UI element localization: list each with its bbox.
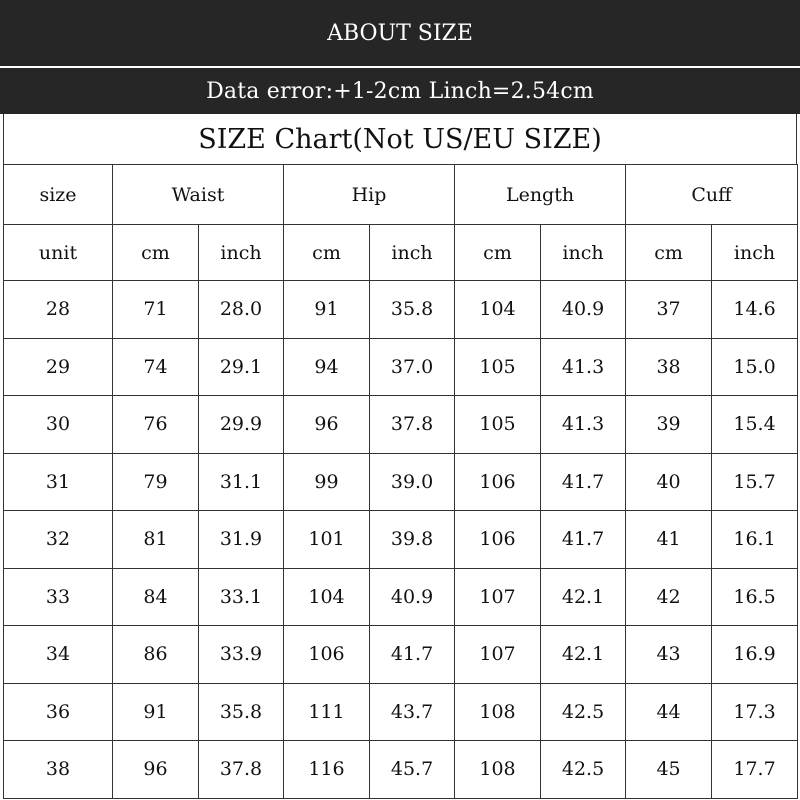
- measurement-cell: 29.1: [199, 338, 284, 396]
- table-row: [4, 626, 798, 684]
- size-value-cell: 29: [4, 338, 113, 396]
- measurement-cell: 41.7: [370, 626, 455, 684]
- measurement-cell: 15.7: [712, 453, 798, 511]
- size-chart-title: SIZE Chart(Not US/EU SIZE): [198, 123, 602, 155]
- size-value-cell: 32: [4, 511, 113, 569]
- waist-header-cell: Waist: [113, 165, 284, 225]
- measurement-cell: 106: [284, 626, 370, 684]
- size-value-cell: 31: [4, 453, 113, 511]
- measurement-cell: 96: [284, 396, 370, 454]
- hip-header-cell: Hip: [284, 165, 455, 225]
- measurement-cell: 37.8: [370, 396, 455, 454]
- measurement-cell: 71: [113, 281, 199, 339]
- measurement-cell: 33.1: [199, 568, 284, 626]
- measurement-cell: 96: [113, 741, 199, 799]
- measurement-cell: 39.0: [370, 453, 455, 511]
- size-value-cell: 38: [4, 741, 113, 799]
- measurement-cell: 42.5: [541, 741, 626, 799]
- measurement-cell: 41.3: [541, 396, 626, 454]
- size-chart-table: [3, 164, 798, 799]
- unit-cell: inch: [370, 225, 455, 281]
- measurement-cell: 35.8: [199, 683, 284, 741]
- measurement-cell: 17.7: [712, 741, 798, 799]
- measurement-cell: 43.7: [370, 683, 455, 741]
- page-title: ABOUT SIZE: [327, 20, 473, 46]
- measurement-cell: 108: [455, 741, 541, 799]
- measurement-cell: 107: [455, 626, 541, 684]
- measurement-cell: 29.9: [199, 396, 284, 454]
- measurement-cell: 37.8: [199, 741, 284, 799]
- measurement-cell: 101: [284, 511, 370, 569]
- size-value-cell: 33: [4, 568, 113, 626]
- measurement-cell: 45.7: [370, 741, 455, 799]
- measurement-cell: 74: [113, 338, 199, 396]
- measurement-cell: 94: [284, 338, 370, 396]
- measurement-cell: 37.0: [370, 338, 455, 396]
- measurement-cell: 16.5: [712, 568, 798, 626]
- measurement-cell: 43: [626, 626, 712, 684]
- unit-header-cell: unit: [4, 225, 113, 281]
- measurement-cell: 84: [113, 568, 199, 626]
- measurement-cell: 42.5: [541, 683, 626, 741]
- measurement-cell: 42: [626, 568, 712, 626]
- unit-cell: inch: [199, 225, 284, 281]
- measurement-cell: 41.7: [541, 511, 626, 569]
- header-row: [4, 165, 798, 225]
- measurement-cell: 16.1: [712, 511, 798, 569]
- measurement-cell: 31.9: [199, 511, 284, 569]
- note-banner: [0, 68, 800, 114]
- measurement-cell: 104: [284, 568, 370, 626]
- measurement-cell: 105: [455, 338, 541, 396]
- measurement-cell: 76: [113, 396, 199, 454]
- measurement-cell: 37: [626, 281, 712, 339]
- measurement-cell: 40.9: [541, 281, 626, 339]
- table-row: [4, 396, 798, 454]
- measurement-cell: 39.8: [370, 511, 455, 569]
- measurement-cell: 44: [626, 683, 712, 741]
- size-header-cell: size: [4, 165, 113, 225]
- measurement-cell: 28.0: [199, 281, 284, 339]
- length-header-cell: Length: [455, 165, 626, 225]
- table-row: [4, 683, 798, 741]
- measurement-cell: 42.1: [541, 626, 626, 684]
- measurement-cell: 111: [284, 683, 370, 741]
- measurement-cell: 106: [455, 511, 541, 569]
- measurement-cell: 116: [284, 741, 370, 799]
- title-banner: [0, 0, 800, 66]
- table-row: [4, 568, 798, 626]
- cuff-header-cell: Cuff: [626, 165, 798, 225]
- size-value-cell: 28: [4, 281, 113, 339]
- measurement-cell: 14.6: [712, 281, 798, 339]
- unit-cell: cm: [626, 225, 712, 281]
- table-row: [4, 741, 798, 799]
- measurement-cell: 86: [113, 626, 199, 684]
- measurement-cell: 17.3: [712, 683, 798, 741]
- unit-cell: cm: [284, 225, 370, 281]
- measurement-cell: 45: [626, 741, 712, 799]
- unit-cell: inch: [541, 225, 626, 281]
- table-row: [4, 281, 798, 339]
- measurement-cell: 40.9: [370, 568, 455, 626]
- measurement-cell: 91: [113, 683, 199, 741]
- measurement-cell: 106: [455, 453, 541, 511]
- measurement-cell: 41.3: [541, 338, 626, 396]
- measurement-cell: 91: [284, 281, 370, 339]
- measurement-cell: 40: [626, 453, 712, 511]
- measurement-cell: 31.1: [199, 453, 284, 511]
- measurement-cell: 33.9: [199, 626, 284, 684]
- measurement-cell: 39: [626, 396, 712, 454]
- measurement-cell: 41.7: [541, 453, 626, 511]
- unit-cell: inch: [712, 225, 798, 281]
- table-row: [4, 511, 798, 569]
- measurement-note: Data error:+1-2cm Linch=2.54cm: [206, 78, 594, 104]
- measurement-cell: 35.8: [370, 281, 455, 339]
- measurement-cell: 41: [626, 511, 712, 569]
- size-value-cell: 34: [4, 626, 113, 684]
- size-value-cell: 30: [4, 396, 113, 454]
- measurement-cell: 107: [455, 568, 541, 626]
- unit-cell: cm: [455, 225, 541, 281]
- table-row: [4, 453, 798, 511]
- measurement-cell: 104: [455, 281, 541, 339]
- measurement-cell: 105: [455, 396, 541, 454]
- measurement-cell: 16.9: [712, 626, 798, 684]
- measurement-cell: 81: [113, 511, 199, 569]
- measurement-cell: 99: [284, 453, 370, 511]
- measurement-cell: 42.1: [541, 568, 626, 626]
- measurement-cell: 15.0: [712, 338, 798, 396]
- measurement-cell: 38: [626, 338, 712, 396]
- size-value-cell: 36: [4, 683, 113, 741]
- unit-cell: cm: [113, 225, 199, 281]
- measurement-cell: 108: [455, 683, 541, 741]
- measurement-cell: 79: [113, 453, 199, 511]
- table-row: [4, 338, 798, 396]
- measurement-cell: 15.4: [712, 396, 798, 454]
- unit-row: [4, 225, 798, 281]
